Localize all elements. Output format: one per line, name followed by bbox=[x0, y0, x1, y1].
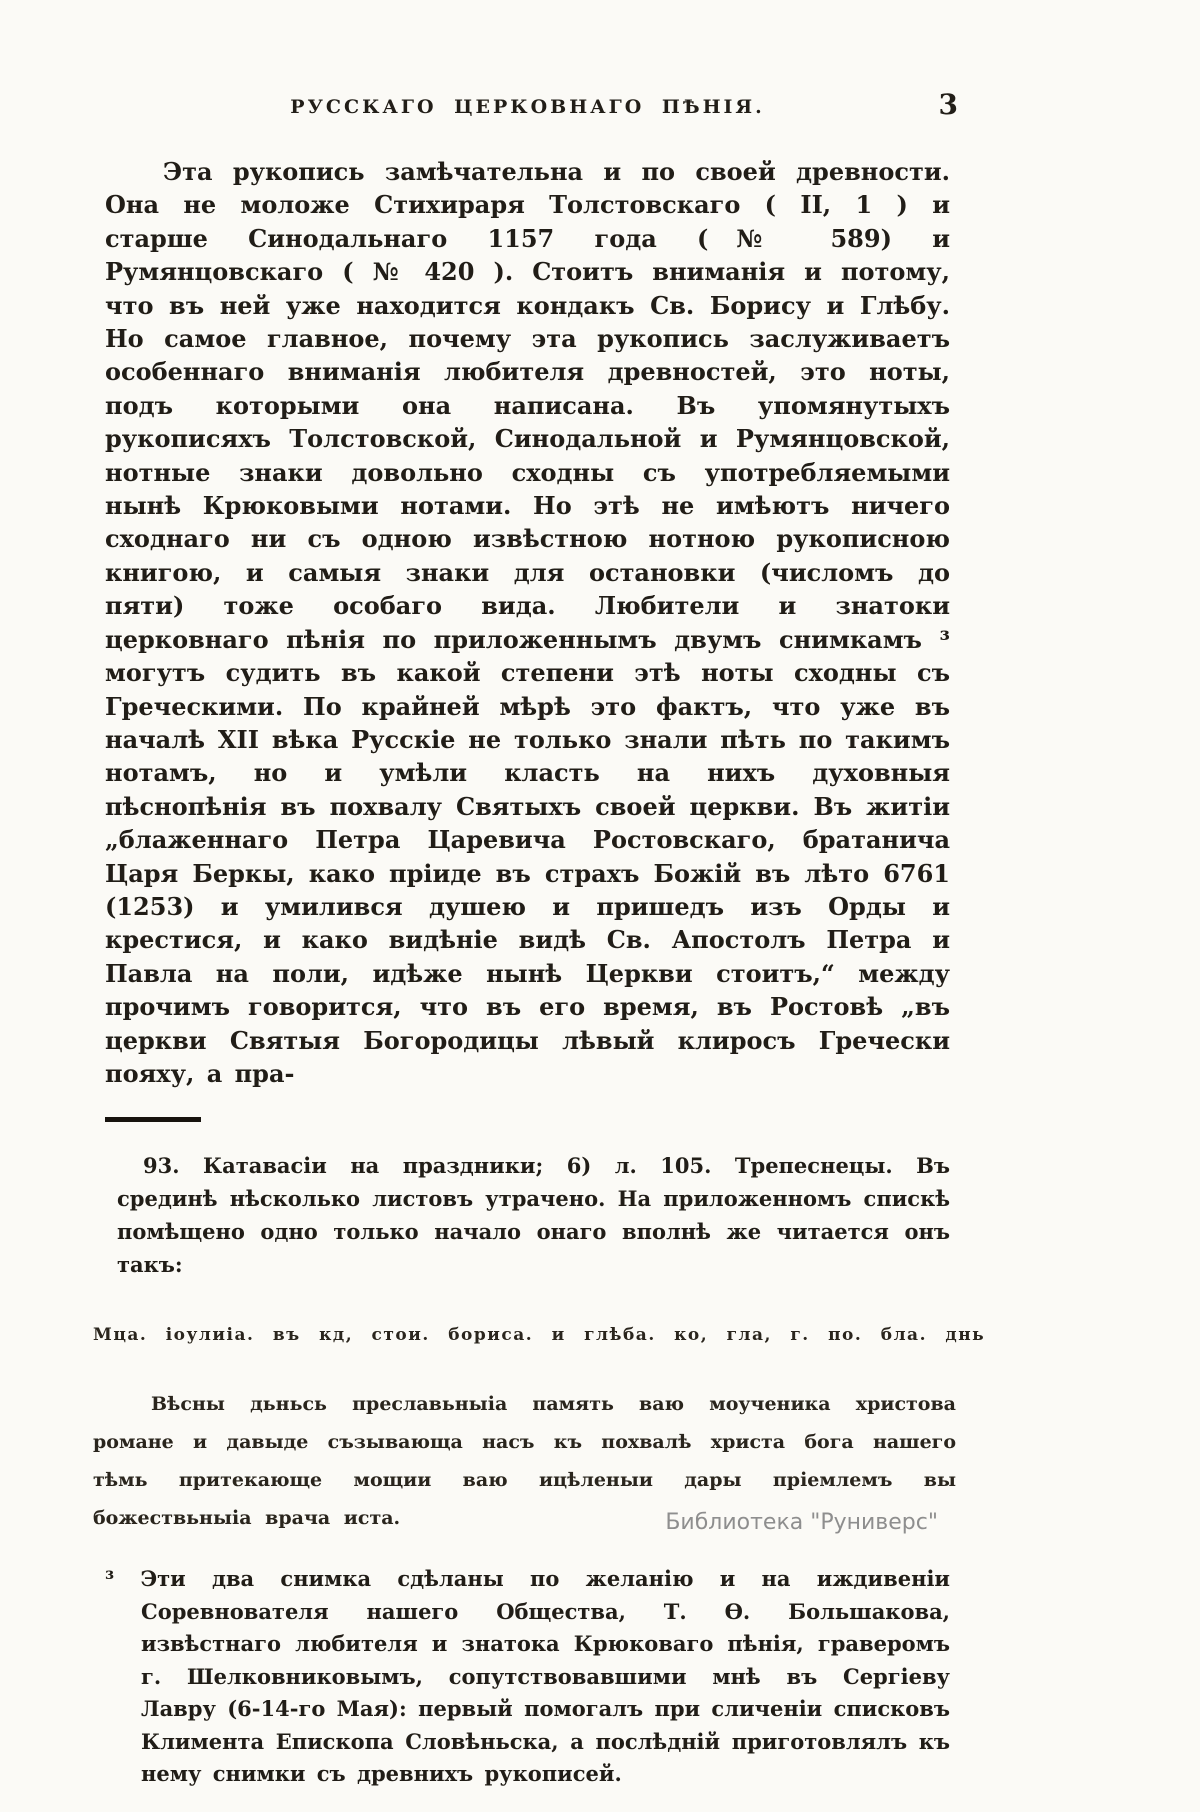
main-paragraph: Эта рукопись замѣчательна и по своей древности. Она не моложе Стихираря Толстовскаго ( II, 1 ) и старше Синодальнаго 1157 года (№ 589) и Румянцовскаго ( № 420 ). Стоитъ вниманія и потому, что въ ней уже находится кондакъ Св. Борису и Глѣбу. Но самое главное, почему эта рукопись заслуживаетъ особеннаго вниманія любителя древностей, это ноты, подъ которыми она написана. Въ упомянутыхъ рукописяхъ Толстовской, Синодальной и Румянцовской, нотные знаки довольно сходны съ употребляемыми нынѣ Крюковыми нотами. Но этѣ не имѣютъ ничего сходнаго ни съ одною извѣстною нотною рукописною книгою, и самыя знаки для остановки (числомъ до пяти) тоже особаго вида. Любители и знатоки церковнаго пѣнія по приложеннымъ двумъ снимкамъ ³ могутъ судить въ какой степени этѣ ноты сходны съ Греческими. По крайней мѣрѣ это фактъ, что уже въ началѣ XII вѣка Русскіе не только знали пѣть по такимъ нотамъ, но и умѣли класть на нихъ духовныя пѣснопѣнія въ похвалу Святыхъ своей церкви. Въ житіи „блаженнаго Петра Царевича Ростовскаго, братанича Царя Беркы, како пріиде въ страхъ Божій въ лѣто 6761 (1253) и умилився душею и пришедъ изъ Орды и крестися, и како видѣніе видѣ Св. Апостолъ Петра и Павла на поли, идѣже нынѣ Церкви стоитъ,“ между прочимъ говорится, что въ его время, въ Ростовѣ „въ церкви Святыя Богородицы лѣвый клиросъ Гречески пояху, а пра- bbox=[105, 157, 950, 1088]
footnote-separator-rule bbox=[105, 1117, 201, 1122]
footnotes-section bbox=[93, 1149, 986, 1791]
slavonic-quote-paragraph: Вѣсны дьньсь преславьныіа память ваю моученика христова романе и давыде съзывающа насъ къ похвалѣ христа бога нашего тѣмь притекающе мощии ваю ицѣленыи дары пріемлемъ вы божествьныіа врача иста. bbox=[93, 1393, 956, 1530]
page-header bbox=[105, 88, 958, 121]
footnote-continuation: 93. Катавасіи на праздники; 6) л. 105. Трепеснецы. Въ срединѣ нѣсколько листовъ утрачено. На приложенномъ спискѣ помѣщено одно только начало онаго вполнѣ же читается онъ такъ: bbox=[117, 1153, 950, 1278]
running-title: РУССКАГО ЦЕРКОВНАГО ПѢНІЯ. bbox=[290, 96, 765, 118]
page-number: 3 bbox=[938, 88, 958, 121]
library-watermark: Библиотека "Руниверс" bbox=[665, 1510, 938, 1535]
slavonic-rubric-line: Мца. іоулиіа. въ кд, стои. бориса. и глѣба. ко, гла, г. по. бла. днь bbox=[93, 1325, 986, 1346]
page-body bbox=[105, 155, 950, 1090]
footnote-3: ³ Эти два снимка сдѣланы по желанію и на иждивеніи Соревнователя нашего Общества, Т. Ѳ. Большакова, извѣстнаго любителя и знатока Крюковаго пѣнія, граверомъ г. Шелковниковымъ, сопутствовавшими мнѣ въ Сергіеву Лавру (6-14-го Мая): первый помогалъ при сличеніи списковъ Климента Епископа Словѣньска, а послѣдній приготовлялъ къ нему снимки съ древнихъ рукописей. bbox=[105, 1566, 950, 1787]
